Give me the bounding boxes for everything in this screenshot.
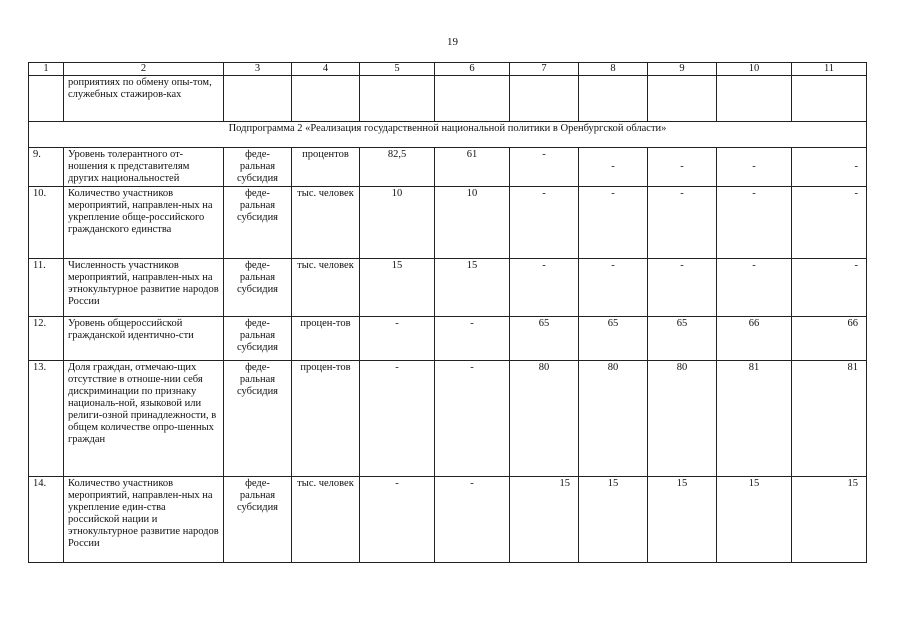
- value-text: -: [611, 161, 615, 172]
- indicator-name: Количество участников мероприятий, направлен-ных на укрепление обще-российского гражданского единства: [64, 187, 224, 259]
- row-number: 14.: [29, 477, 64, 563]
- empty-cell: [579, 76, 648, 122]
- value-cell: -: [360, 361, 435, 477]
- indicator-name: Уровень общероссийской гражданской идентично-сти: [64, 317, 224, 361]
- value-cell: 15: [717, 477, 792, 563]
- value-cell: -: [435, 361, 510, 477]
- table-row: [29, 317, 867, 361]
- value-cell: [792, 148, 867, 187]
- value-cell: [579, 148, 648, 187]
- funding-source: феде-ральная субсидия: [224, 317, 292, 361]
- value-cell: -: [510, 148, 579, 187]
- header-cell: 1: [29, 63, 64, 76]
- value-cell: 80: [648, 361, 717, 477]
- value-text: -: [752, 161, 756, 172]
- value-cell: 82,5: [360, 148, 435, 187]
- value-cell: 15: [648, 477, 717, 563]
- unit-cell: тыс. человек: [292, 187, 360, 259]
- value-cell: 81: [717, 361, 792, 477]
- header-cell: 6: [435, 63, 510, 76]
- value-cell: -: [792, 187, 867, 259]
- value-cell: 15: [435, 259, 510, 317]
- funding-source: феде-ральная субсидия: [224, 148, 292, 187]
- row-number: [29, 76, 64, 122]
- empty-cell: [792, 76, 867, 122]
- value-cell: -: [579, 187, 648, 259]
- value-cell: 15: [360, 259, 435, 317]
- value-cell: 10: [435, 187, 510, 259]
- header-cell: 7: [510, 63, 579, 76]
- funding-source: феде-ральная субсидия: [224, 361, 292, 477]
- empty-cell: [648, 76, 717, 122]
- funding-source: феде-ральная субсидия: [224, 477, 292, 563]
- value-cell: -: [648, 187, 717, 259]
- page-number: 19: [447, 36, 458, 48]
- table-row: [29, 187, 867, 259]
- indicator-name: роприятиях по обмену опы-том, служебных стажиров-ках: [64, 76, 224, 122]
- empty-cell: [510, 76, 579, 122]
- header-cell: 2: [64, 63, 224, 76]
- empty-cell: [717, 76, 792, 122]
- indicator-table: [28, 62, 867, 563]
- row-number: 10.: [29, 187, 64, 259]
- empty-cell: [360, 76, 435, 122]
- value-cell: -: [792, 259, 867, 317]
- value-cell: 15: [792, 477, 867, 563]
- header-cell: 10: [717, 63, 792, 76]
- row-number: 11.: [29, 259, 64, 317]
- funding-source: феде-ральная субсидия: [224, 187, 292, 259]
- value-cell: [648, 148, 717, 187]
- header-cell: 5: [360, 63, 435, 76]
- value-cell: -: [717, 259, 792, 317]
- continuation-row: [29, 76, 867, 122]
- value-cell: -: [435, 317, 510, 361]
- value-cell: 81: [792, 361, 867, 477]
- header-cell: 3: [224, 63, 292, 76]
- value-cell: -: [510, 187, 579, 259]
- table-row: [29, 477, 867, 563]
- value-cell: 15: [510, 477, 579, 563]
- value-cell: -: [435, 477, 510, 563]
- value-cell: -: [360, 317, 435, 361]
- value-cell: -: [510, 259, 579, 317]
- row-number: 12.: [29, 317, 64, 361]
- value-cell: 65: [510, 317, 579, 361]
- value-cell: -: [579, 259, 648, 317]
- unit-cell: тыс. человек: [292, 477, 360, 563]
- value-cell: 15: [579, 477, 648, 563]
- value-cell: 66: [717, 317, 792, 361]
- unit-cell: процен-тов: [292, 317, 360, 361]
- value-cell: -: [360, 477, 435, 563]
- header-row: [29, 63, 867, 76]
- unit-cell: процен-тов: [292, 361, 360, 477]
- value-cell: 61: [435, 148, 510, 187]
- unit-cell: процентов: [292, 148, 360, 187]
- header-cell: 8: [579, 63, 648, 76]
- empty-cell: [292, 76, 360, 122]
- value-cell: 80: [579, 361, 648, 477]
- value-cell: [717, 148, 792, 187]
- header-cell: 11: [792, 63, 867, 76]
- unit-cell: тыс. человек: [292, 259, 360, 317]
- value-cell: 65: [579, 317, 648, 361]
- value-text: -: [854, 161, 858, 172]
- empty-cell: [224, 76, 292, 122]
- value-cell: 65: [648, 317, 717, 361]
- value-cell: 66: [792, 317, 867, 361]
- indicator-name: Численность участников мероприятий, направлен-ных на этнокультурное развитие народов России: [64, 259, 224, 317]
- indicator-name: Доля граждан, отмечаю-щих отсутствие в отноше-нии себя дискриминации по признаку националь-ной, языковой или религи-озной принадлежности, в общем количестве опро-шенных граждан: [64, 361, 224, 477]
- row-number: 9.: [29, 148, 64, 187]
- row-number: 13.: [29, 361, 64, 477]
- header-cell: 4: [292, 63, 360, 76]
- value-cell: -: [717, 187, 792, 259]
- empty-cell: [435, 76, 510, 122]
- indicator-name: Количество участников мероприятий, направлен-ных на укрепление един-ства российской нации и этнокультурное развитие народов России: [64, 477, 224, 563]
- subprogram-row: [29, 122, 867, 148]
- table-row: [29, 148, 867, 187]
- table-row: [29, 259, 867, 317]
- header-cell: 9: [648, 63, 717, 76]
- value-cell: 10: [360, 187, 435, 259]
- value-text: -: [680, 161, 684, 172]
- funding-source: феде-ральная субсидия: [224, 259, 292, 317]
- value-cell: -: [648, 259, 717, 317]
- value-cell: 80: [510, 361, 579, 477]
- indicator-name: Уровень толерантного от-ношения к представителям других национальностей: [64, 148, 224, 187]
- table-row: [29, 361, 867, 477]
- subprogram-title: Подпрограмма 2 «Реализация государственной национальной политики в Оренбургской области»: [29, 122, 867, 148]
